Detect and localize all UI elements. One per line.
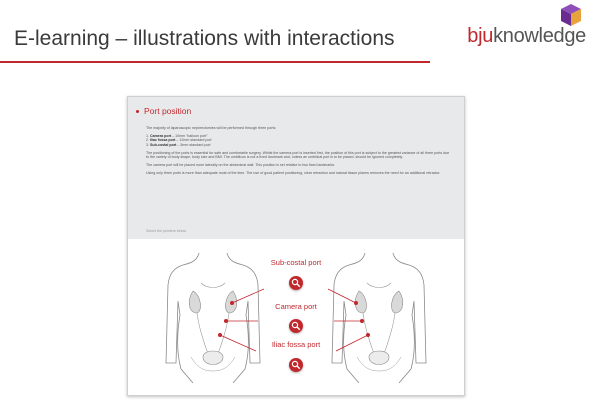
section-title: Port position: [144, 106, 192, 116]
port-diagram: [128, 239, 464, 395]
body-paragraph: The positioning of the ports is essential for safe and comfortable surgery. Whilst the camera port is inserted first, the position of this port is subject to the greatest variance of all three ports due to the variety of body shape, body size and BMI. The umbilicus is not a fixed landmark and, unless an umbilical port is to be placed, should be ignored completely.: [146, 150, 450, 160]
magnifier-icon: [291, 321, 301, 331]
iliac-fossa-port-label: Iliac fossa port: [271, 340, 321, 349]
bullet-icon: [136, 110, 139, 113]
brand-logo: [446, 3, 586, 53]
magnifier-icon: [291, 360, 301, 370]
content-panel: [128, 97, 464, 239]
title-divider: [0, 61, 430, 63]
magnifier-icon: [291, 278, 301, 288]
body-text: [146, 126, 451, 179]
cube-logo-icon: [559, 3, 583, 27]
port-list: [146, 134, 451, 148]
camera-zoom-button[interactable]: [289, 319, 303, 333]
body-paragraph: The camera port will be placed more laterally on the abdominal wall. This position is set relative to two fixed landmarks.: [146, 163, 336, 168]
port-item: 1. Camera port – 10mm "balloon port": [146, 133, 208, 138]
subcostal-port-label: Sub-costal port: [270, 258, 322, 267]
intro-text: The majority of laparoscopic nephrectomies will be performed through three ports:: [146, 126, 277, 130]
port-item: 3. Sub-costal port – 5mm standard port: [146, 142, 211, 147]
body-paragraph: Using only three ports is more than adequate most of the time. The use of good patient positioning, clear retraction and natural tissue planes removes the need for an additional retractor.: [146, 170, 441, 175]
port-item: 2. Iliac fossa port – 12mm standard port: [146, 138, 212, 143]
elearning-screenshot: [127, 96, 465, 396]
subcostal-zoom-button[interactable]: [289, 276, 303, 290]
section-header: [136, 106, 191, 116]
slide-title: E-learning – illustrations with interactions: [14, 27, 395, 50]
iliac-fossa-zoom-button[interactable]: [289, 358, 303, 372]
camera-port-label: Camera port: [275, 302, 317, 311]
select-hint: Select the pointers below: [146, 229, 187, 233]
brand-wordmark: bjuknowledge: [467, 25, 586, 47]
